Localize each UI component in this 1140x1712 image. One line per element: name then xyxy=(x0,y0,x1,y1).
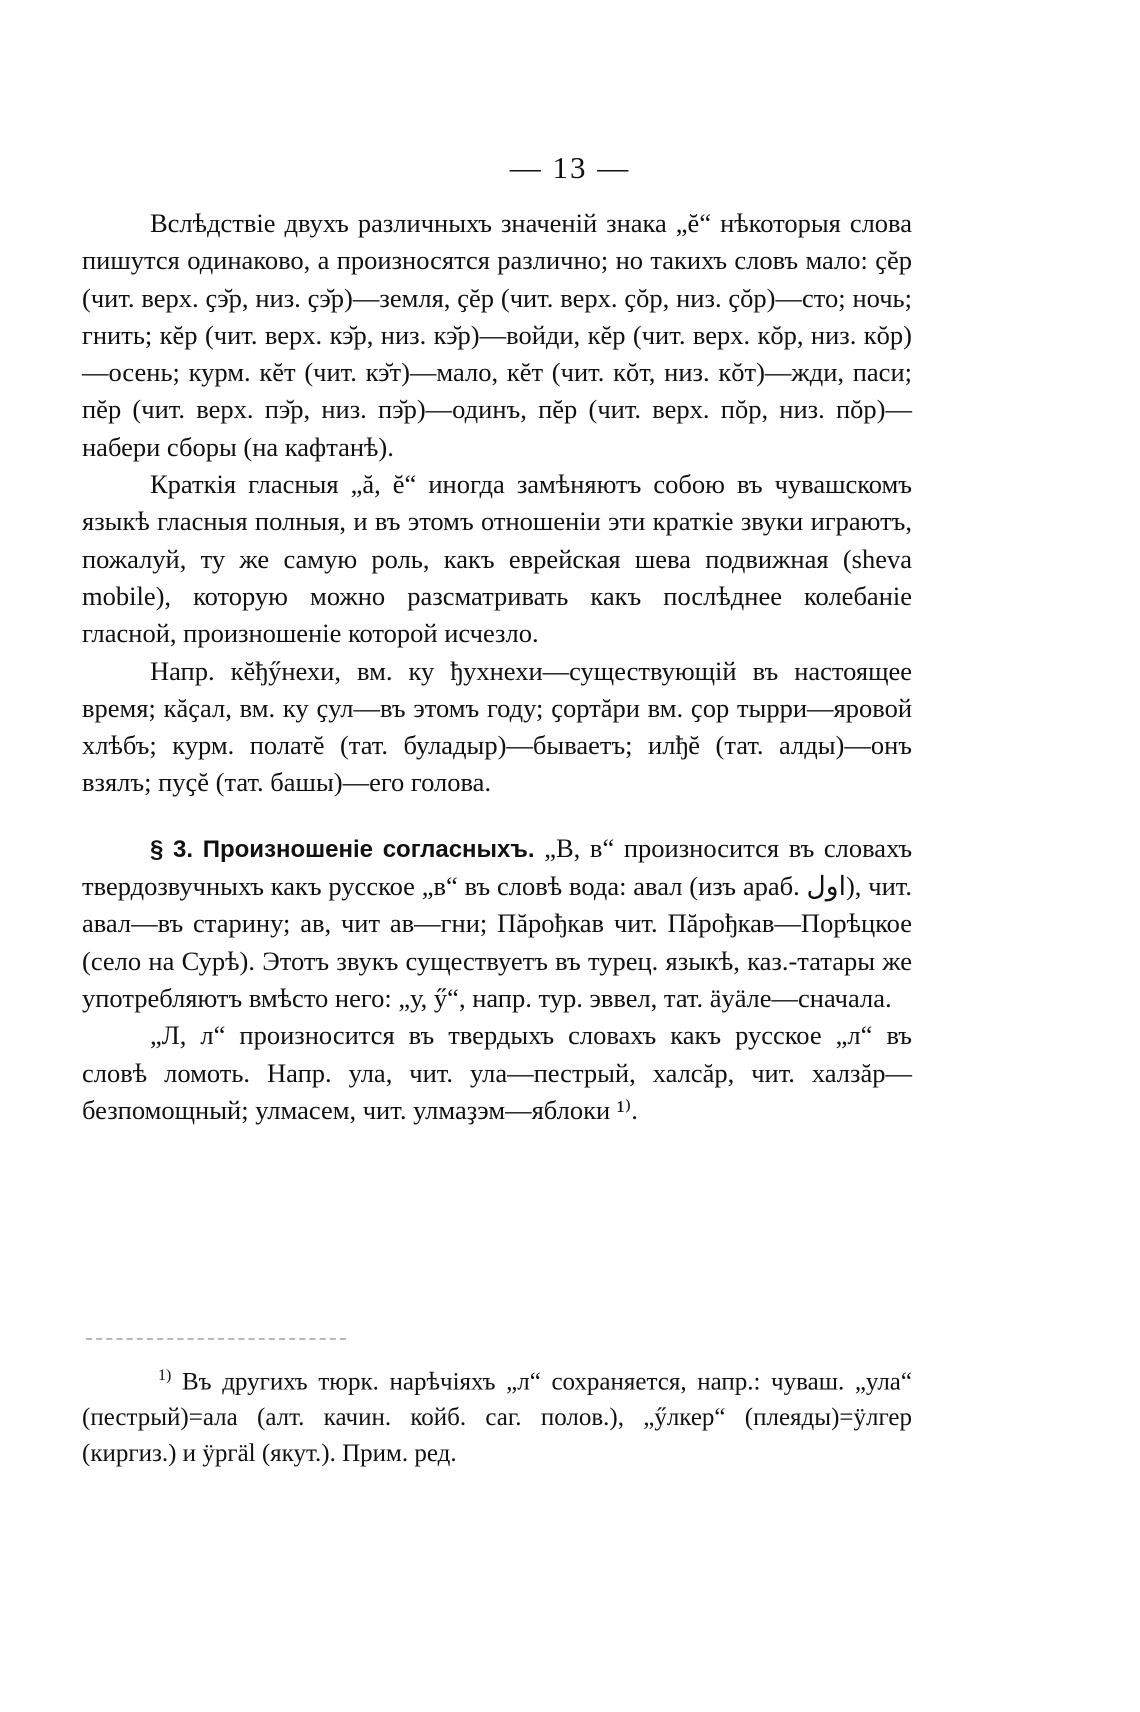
footnote-separator xyxy=(86,1338,346,1340)
footnote-text: Въ другихъ тюрк. нарѣчіяхъ „л“ сохраняется, напр.: чуваш. „ула“ (пестрый)=ала (алт. качин. койб. саг. полов.), „ӳлкер“ (плеяды)=ӱлгер (киргиз.) и ӱргäl (якут.). Прим. ред. xyxy=(82,1368,912,1468)
section-paragraph xyxy=(82,830,912,1017)
main-text xyxy=(82,205,912,1129)
section-text: „В, в“ произносится въ словахъ твердозвучныхъ какъ русское „в“ въ словѣ вода: авал (изъ араб. اول), чит. авал—въ старину; ав, чит ав—гни; Пăрођкав чит. Пăрођкав—Порѣцкое (село на Сурѣ). Этотъ звукъ существуетъ въ турец. языкѣ, каз.-татары же употребляютъ вмѣсто него: „у, ӳ“, напр. тур. эввел, тат. äуäле—сначала. xyxy=(82,832,913,1013)
section-paragraph-2: „Л, л“ произносится въ твердыхъ словахъ какъ русское „л“ въ словѣ ломоть. Напр. ула, чит. ула—пестрый, халсăр, чит. халзăр—безпомощный; улмасем, чит. улмаҙэм—яблоки ¹⁾. xyxy=(82,1020,912,1125)
paragraph-1: Вслѣдствіе двухъ различныхъ значеній знака „ĕ“ нѣкоторыя слова пишутся одинаково, а произносятся различно; но такихъ словъ мало: ҫĕр (чит. верх. ҫэ̆р, низ. ҫэ̆р)—земля, ҫĕр (чит. верх. ҫŏр, низ. ҫŏр)—сто; ночь; гнить; кĕр (чит. верх. кэ̆р, низ. кэ̆р)—войди, кĕр (чит. верх. кŏр, низ. кŏр)—осень; курм. кĕт (чит. кэ̆т)—мало, кĕт (чит. кŏт, низ. кŏт)—жди, паси; пĕр (чит. верх. пэ̆р, низ. пэ̆р)—одинъ, пĕр (чит. верх. пŏр, низ. пŏр)—набери сборы (на кафтанѣ). xyxy=(82,208,912,462)
footnote xyxy=(82,1358,912,1472)
paragraph-3: Напр. кĕђӳнехи, вм. ку ђухнехи—существующій въ настоящее время; кăҫал, вм. ку ҫул—въ этомъ году; ҫортăри вм. ҫор тырри—яровой хлѣбъ; курм. полатĕ (тат. буладыр)—бываетъ; илђĕ (тат. алды)—онъ взялъ; пуҫĕ (тат. башы)—его голова. xyxy=(82,655,912,798)
section-heading: § 3. Произношеніе согласныхъ. xyxy=(150,835,535,863)
footnote-mark: 1) xyxy=(158,1367,172,1384)
paragraph-2: Краткія гласныя „ă, ĕ“ иногда замѣняютъ собою въ чувашскомъ языкѣ гласныя полныя, и въ этомъ отношеніи эти краткіе звуки играютъ, пожалуй, ту же самую роль, какъ еврейская шева подвижная (sheva mobile), которую можно разсматривать какъ послѣднее колебаніе гласной, произношеніе которой исчезло. xyxy=(82,469,912,649)
page-number: — 13 — xyxy=(509,150,631,185)
